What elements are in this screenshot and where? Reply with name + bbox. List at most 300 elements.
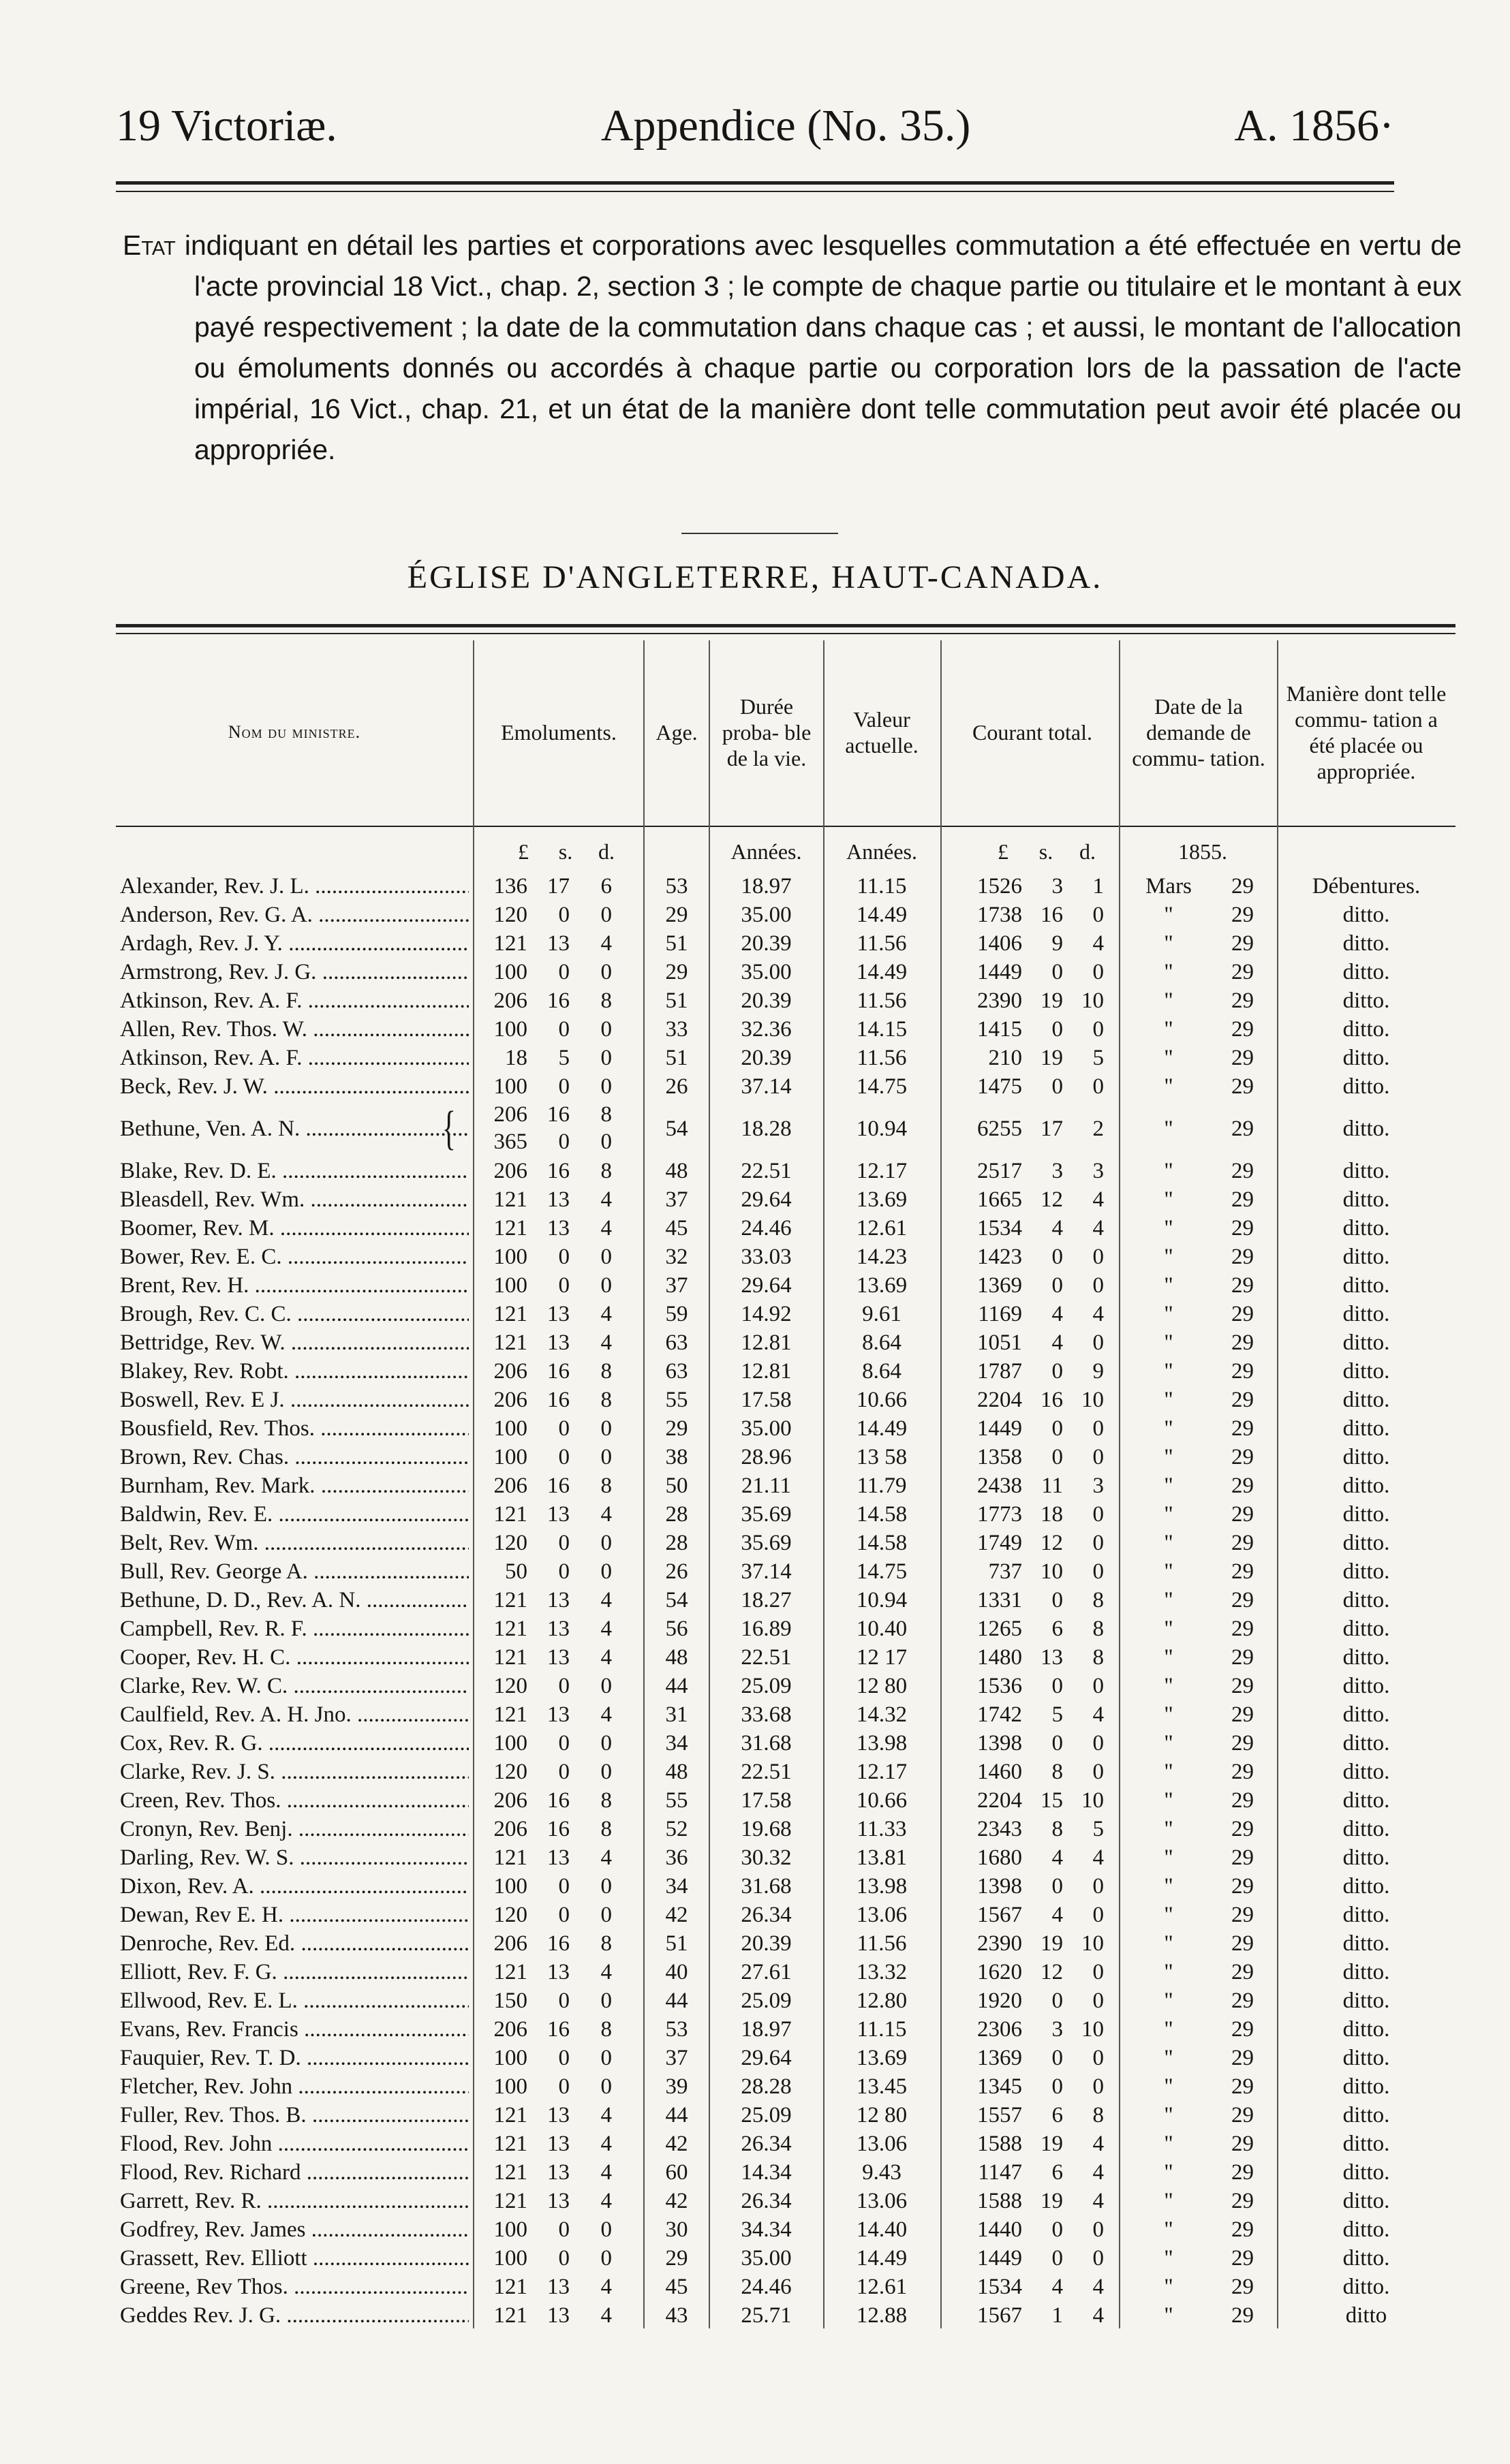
minister-name: Cronyn, Rev. Benj. ..... bbox=[120, 1815, 469, 1843]
courant-total-pence: 0 bbox=[1092, 1989, 1104, 2013]
courant-total-pence: 0 bbox=[1092, 2246, 1104, 2271]
emoluments-pence: 4 bbox=[600, 1645, 612, 1670]
courant-total-pence: 8 bbox=[1092, 1588, 1104, 1612]
emoluments bbox=[477, 2215, 627, 2244]
courant-total-pounds: 1369 bbox=[977, 2046, 1022, 2070]
maniere-appropriee: ditto. bbox=[1342, 1445, 1390, 1469]
emoluments-shillings: 0 bbox=[558, 1245, 570, 1269]
emoluments-pence: 8 bbox=[600, 1817, 612, 1841]
age: 45 bbox=[665, 2275, 688, 2299]
duree-probable: 35.00 bbox=[741, 903, 792, 927]
courant-total-pence: 0 bbox=[1092, 1760, 1104, 1784]
courant-total bbox=[947, 2101, 1118, 2130]
emoluments-shillings: 16 bbox=[547, 1102, 570, 1127]
maniere-appropriee: ditto. bbox=[1342, 2246, 1390, 2271]
courant-total-pounds: 1460 bbox=[977, 1760, 1022, 1784]
courant-total-pence: 0 bbox=[1092, 1245, 1104, 1269]
minister-name: Cooper, Rev. H. C. ..... bbox=[120, 1643, 469, 1672]
courant-total-shillings: 6 bbox=[1051, 1617, 1063, 1641]
duree-probable: 22.51 bbox=[741, 1645, 792, 1670]
emoluments-pounds: 100 bbox=[493, 2246, 527, 2271]
duree-probable: 20.39 bbox=[741, 988, 792, 1013]
date-month: " bbox=[1164, 1845, 1173, 1870]
emoluments bbox=[477, 1929, 627, 1958]
emoluments-shillings: 0 bbox=[558, 960, 570, 984]
emoluments-pence: 4 bbox=[600, 2132, 612, 2156]
emoluments-shillings: 13 bbox=[547, 2103, 570, 2127]
emoluments-shillings: 0 bbox=[558, 1989, 570, 2013]
maniere-appropriee: ditto. bbox=[1342, 1559, 1390, 1584]
table-body bbox=[0, 872, 1510, 2330]
courant-total-pence: 0 bbox=[1092, 1273, 1104, 1298]
header-rule-thick bbox=[116, 181, 1394, 185]
date-month: " bbox=[1164, 1359, 1173, 1384]
duree-probable: 29.64 bbox=[741, 2046, 792, 2070]
date-day: 29 bbox=[1231, 1074, 1254, 1099]
courant-total bbox=[947, 1101, 1118, 1157]
date-demande bbox=[1131, 2187, 1274, 2215]
date-month: " bbox=[1164, 931, 1173, 956]
maniere-appropriee: ditto. bbox=[1342, 2046, 1390, 2070]
maniere-appropriee: ditto. bbox=[1342, 1702, 1390, 1727]
table-row bbox=[0, 1443, 1510, 1471]
table-row bbox=[0, 1157, 1510, 1185]
unit-pence-total: d. bbox=[1079, 839, 1096, 864]
courant-total-pence: 0 bbox=[1092, 903, 1104, 927]
emoluments-shillings: 13 bbox=[547, 1645, 570, 1670]
maniere-appropriee: ditto. bbox=[1342, 1502, 1390, 1527]
courant-total bbox=[947, 1529, 1118, 1557]
age: 48 bbox=[665, 1760, 688, 1784]
age: 59 bbox=[665, 1302, 688, 1326]
date-day: 29 bbox=[1231, 1117, 1254, 1141]
age: 29 bbox=[665, 1416, 688, 1441]
emoluments bbox=[477, 1529, 627, 1557]
date-demande bbox=[1131, 1557, 1274, 1586]
age: 29 bbox=[665, 960, 688, 984]
maniere-appropriee: ditto. bbox=[1342, 1760, 1390, 1784]
intro-first-word: Etat bbox=[123, 230, 176, 261]
table-row bbox=[0, 2072, 1510, 2101]
emoluments-pence: 8 bbox=[600, 1931, 612, 1956]
courant-total-pence: 8 bbox=[1092, 1645, 1104, 1670]
age: 42 bbox=[665, 2132, 688, 2156]
emoluments bbox=[477, 2187, 627, 2215]
emoluments bbox=[477, 1729, 627, 1758]
valeur-actuelle: 10.66 bbox=[856, 1388, 908, 1412]
duree-probable: 28.28 bbox=[741, 2074, 792, 2099]
courant-total-pounds: 1358 bbox=[977, 1445, 1022, 1469]
minister-name: Armstrong, Rev. J. G. ..... bbox=[120, 958, 469, 986]
duree-probable: 25.09 bbox=[741, 1989, 792, 2013]
emoluments-pence: 8 bbox=[600, 1359, 612, 1384]
courant-total-pounds: 2343 bbox=[977, 1817, 1022, 1841]
emoluments-pounds: 121 bbox=[493, 1702, 527, 1727]
date-month: " bbox=[1164, 2303, 1173, 2328]
emoluments-pence: 0 bbox=[600, 1760, 612, 1784]
date-day: 29 bbox=[1231, 988, 1254, 1013]
valeur-actuelle: 11.15 bbox=[857, 874, 907, 899]
duree-probable: 35.00 bbox=[741, 960, 792, 984]
maniere-appropriee: ditto bbox=[1345, 2303, 1387, 2328]
emoluments bbox=[477, 2273, 627, 2301]
courant-total-shillings: 0 bbox=[1051, 1245, 1063, 1269]
date-demande bbox=[1131, 1328, 1274, 1357]
duree-probable: 31.68 bbox=[741, 1874, 792, 1899]
date-month: " bbox=[1164, 988, 1173, 1013]
valeur-actuelle: 13.81 bbox=[856, 1845, 908, 1870]
courant-total bbox=[947, 1615, 1118, 1643]
valeur-actuelle: 13.69 bbox=[856, 1187, 908, 1212]
emoluments bbox=[477, 1615, 627, 1643]
emoluments-pounds: 206 bbox=[493, 2017, 527, 2042]
date-demande bbox=[1131, 1986, 1274, 2015]
emoluments-shillings: 0 bbox=[558, 1731, 570, 1756]
date-demande bbox=[1131, 986, 1274, 1015]
maniere-appropriee: ditto. bbox=[1342, 1416, 1390, 1441]
date-day: 29 bbox=[1231, 1159, 1254, 1183]
emoluments bbox=[477, 1815, 627, 1843]
valeur-actuelle: 11.56 bbox=[857, 931, 907, 956]
date-month: " bbox=[1164, 2217, 1173, 2242]
minister-name: Fauquier, Rev. T. D. ..... bbox=[120, 2044, 469, 2072]
duree-probable: 20.39 bbox=[741, 1046, 792, 1070]
date-month: " bbox=[1164, 1159, 1173, 1183]
maniere-appropriee: ditto. bbox=[1342, 1159, 1390, 1183]
table-row bbox=[0, 1872, 1510, 1901]
courant-total-pence: 0 bbox=[1092, 1330, 1104, 1355]
courant-total bbox=[947, 1901, 1118, 1929]
minister-name: Flood, Rev. Richard ..... bbox=[120, 2158, 469, 2187]
maniere-appropriee: ditto. bbox=[1342, 1473, 1390, 1498]
courant-total-shillings: 3 bbox=[1051, 2017, 1063, 2042]
emoluments bbox=[477, 1214, 627, 1243]
minister-name: Denroche, Rev. Ed. ..... bbox=[120, 1929, 469, 1958]
valeur-actuelle: 13 58 bbox=[856, 1445, 908, 1469]
emoluments-pence: 0 bbox=[600, 2246, 612, 2271]
courant-total-pounds: 1738 bbox=[977, 903, 1022, 927]
courant-total-pounds: 1620 bbox=[977, 1960, 1022, 1984]
date-demande bbox=[1131, 1958, 1274, 1986]
emoluments-shillings: 0 bbox=[558, 903, 570, 927]
valeur-actuelle: 14.23 bbox=[856, 1245, 908, 1269]
courant-total-shillings: 4 bbox=[1051, 2275, 1063, 2299]
minister-name: Creen, Rev. Thos. ..... bbox=[120, 1786, 469, 1815]
courant-total bbox=[947, 1328, 1118, 1357]
courant-total bbox=[947, 1214, 1118, 1243]
emoluments-pounds: 100 bbox=[493, 1245, 527, 1269]
table-row bbox=[0, 1214, 1510, 1243]
emoluments-pounds: 206 bbox=[493, 1817, 527, 1841]
courant-total bbox=[947, 986, 1118, 1015]
emoluments bbox=[477, 1500, 627, 1529]
emoluments-pounds: 100 bbox=[493, 2074, 527, 2099]
age: 51 bbox=[665, 931, 688, 956]
valeur-actuelle: 8.64 bbox=[862, 1330, 902, 1355]
date-demande bbox=[1131, 1357, 1274, 1386]
courant-total bbox=[947, 1929, 1118, 1958]
maniere-appropriee: ditto. bbox=[1342, 2017, 1390, 2042]
date-day: 29 bbox=[1231, 2303, 1254, 2328]
emoluments-shillings: 0 bbox=[558, 1445, 570, 1469]
age: 54 bbox=[665, 1117, 688, 1141]
duree-probable: 31.68 bbox=[741, 1731, 792, 1756]
duree-probable: 26.34 bbox=[741, 2189, 792, 2213]
date-demande bbox=[1131, 901, 1274, 929]
date-month: " bbox=[1164, 1216, 1173, 1241]
minister-name: Evans, Rev. Francis ..... bbox=[120, 2015, 469, 2044]
courant-total bbox=[947, 1758, 1118, 1786]
courant-total-pence: 10 bbox=[1081, 2017, 1104, 2042]
emoluments-shillings: 0 bbox=[558, 1903, 570, 1927]
unit-shilling-total: s. bbox=[1038, 839, 1053, 864]
courant-total bbox=[947, 1386, 1118, 1414]
date-day: 29 bbox=[1231, 1245, 1254, 1269]
short-rule bbox=[681, 533, 838, 534]
courant-total bbox=[947, 1586, 1118, 1615]
emoluments-pounds: 100 bbox=[493, 1874, 527, 1899]
valeur-actuelle: 14.75 bbox=[856, 1559, 908, 1584]
emoluments bbox=[477, 1015, 627, 1044]
date-month: " bbox=[1164, 1989, 1173, 2013]
emoluments-pounds: 206 bbox=[493, 988, 527, 1013]
table-row bbox=[0, 1300, 1510, 1328]
date-month: " bbox=[1164, 1330, 1173, 1355]
emoluments-pounds: 206 bbox=[493, 1473, 527, 1498]
emoluments-pence: 4 bbox=[600, 1187, 612, 1212]
table-row bbox=[0, 1672, 1510, 1700]
table-row bbox=[0, 1929, 1510, 1958]
date-day: 29 bbox=[1231, 1187, 1254, 1212]
date-month: " bbox=[1164, 2046, 1173, 2070]
courant-total-pence: 8 bbox=[1092, 1617, 1104, 1641]
duree-probable: 17.58 bbox=[741, 1388, 792, 1412]
minister-name: Boswell, Rev. E J. ..... bbox=[120, 1386, 469, 1414]
emoluments-pounds: 121 bbox=[493, 1330, 527, 1355]
date-day: 29 bbox=[1231, 1845, 1254, 1870]
courant-total-shillings: 1 bbox=[1051, 2303, 1063, 2328]
courant-total-pounds: 1536 bbox=[977, 1674, 1022, 1698]
courant-total-shillings: 0 bbox=[1051, 1416, 1063, 1441]
courant-total-pence: 0 bbox=[1092, 1674, 1104, 1698]
duree-probable: 35.69 bbox=[741, 1531, 792, 1555]
table-rule-top-thin bbox=[116, 633, 1455, 634]
valeur-actuelle: 13.98 bbox=[856, 1731, 908, 1756]
minister-name: Brent, Rev. H. ..... bbox=[120, 1271, 469, 1300]
emoluments-shillings: 16 bbox=[547, 1473, 570, 1498]
courant-total-shillings: 12 bbox=[1041, 1187, 1063, 1212]
emoluments bbox=[477, 1101, 627, 1157]
courant-total-pounds: 1680 bbox=[977, 1845, 1022, 1870]
minister-name: Darling, Rev. W. S. ..... bbox=[120, 1843, 469, 1872]
date-month: " bbox=[1164, 2074, 1173, 2099]
courant-total bbox=[947, 1185, 1118, 1214]
date-demande bbox=[1131, 1243, 1274, 1271]
date-month: " bbox=[1164, 1473, 1173, 1498]
unit-annees-valeur: Années. bbox=[846, 839, 917, 864]
table-row bbox=[0, 1958, 1510, 1986]
date-month: " bbox=[1164, 2189, 1173, 2213]
courant-total-pence: 4 bbox=[1092, 2275, 1104, 2299]
emoluments-shillings: 13 bbox=[547, 2132, 570, 2156]
courant-total-pence: 0 bbox=[1092, 1874, 1104, 1899]
date-day: 29 bbox=[1231, 1445, 1254, 1469]
age: 26 bbox=[665, 1074, 688, 1099]
col-header-duree: Durée proba- ble de la vie. bbox=[722, 694, 812, 770]
date-month: " bbox=[1164, 1588, 1173, 1612]
emoluments-shillings: 0 bbox=[558, 2046, 570, 2070]
courant-total bbox=[947, 1843, 1118, 1872]
date-day: 29 bbox=[1231, 903, 1254, 927]
courant-total-shillings: 19 bbox=[1041, 2132, 1063, 2156]
emoluments-shillings: 0 bbox=[558, 1531, 570, 1555]
table-row bbox=[0, 1471, 1510, 1500]
emoluments bbox=[477, 872, 627, 901]
maniere-appropriee: ditto. bbox=[1342, 1330, 1390, 1355]
courant-total-pence: 2 bbox=[1092, 1117, 1104, 1141]
date-demande bbox=[1131, 1185, 1274, 1214]
table-row bbox=[0, 1185, 1510, 1214]
emoluments-pence: 4 bbox=[600, 1502, 612, 1527]
maniere-appropriee: ditto. bbox=[1342, 1817, 1390, 1841]
emoluments-shillings: 5 bbox=[558, 1046, 570, 1070]
maniere-appropriee: ditto. bbox=[1342, 1531, 1390, 1555]
emoluments-pence: 0 bbox=[600, 1017, 612, 1042]
date-demande bbox=[1131, 1271, 1274, 1300]
courant-total-pence: 0 bbox=[1092, 1903, 1104, 1927]
date-demande bbox=[1131, 1615, 1274, 1643]
table-row bbox=[0, 1986, 1510, 2015]
minister-name: Ardagh, Rev. J. Y. ..... bbox=[120, 929, 469, 958]
age: 54 bbox=[665, 1588, 688, 1612]
emoluments-pounds: 121 bbox=[493, 1960, 527, 1984]
date-demande bbox=[1131, 2158, 1274, 2187]
valeur-actuelle: 13.69 bbox=[856, 2046, 908, 2070]
date-day: 29 bbox=[1231, 1531, 1254, 1555]
date-month: " bbox=[1164, 1416, 1173, 1441]
unit-annees-duree: Années. bbox=[730, 839, 802, 864]
table-row bbox=[0, 1529, 1510, 1557]
emoluments-line bbox=[477, 1128, 612, 1155]
valeur-actuelle: 14.15 bbox=[856, 1017, 908, 1042]
duree-probable: 26.34 bbox=[741, 2132, 792, 2156]
courant-total bbox=[947, 958, 1118, 986]
duree-probable: 18.28 bbox=[741, 1117, 792, 1141]
emoluments-shillings: 16 bbox=[547, 1817, 570, 1841]
emoluments-shillings: 13 bbox=[547, 1845, 570, 1870]
emoluments-pounds: 120 bbox=[493, 903, 527, 927]
minister-name: Baldwin, Rev. E. ..... bbox=[120, 1500, 469, 1529]
duree-probable: 35.69 bbox=[741, 1502, 792, 1527]
courant-total bbox=[947, 2187, 1118, 2215]
courant-total-shillings: 3 bbox=[1051, 874, 1063, 899]
emoluments-shillings: 0 bbox=[558, 1273, 570, 1298]
minister-name: Elliott, Rev. F. G. ..... bbox=[120, 1958, 469, 1986]
date-day: 29 bbox=[1231, 1931, 1254, 1956]
valeur-actuelle: 9.43 bbox=[862, 2160, 902, 2185]
minister-name: Bettridge, Rev. W. ..... bbox=[120, 1328, 469, 1357]
courant-total-pounds: 1749 bbox=[977, 1531, 1022, 1555]
courant-total-pence: 1 bbox=[1092, 874, 1104, 899]
date-day: 29 bbox=[1231, 1731, 1254, 1756]
minister-name: Boomer, Rev. M. ..... bbox=[120, 1214, 469, 1243]
date-month: " bbox=[1164, 1903, 1173, 1927]
age: 29 bbox=[665, 903, 688, 927]
date-month: " bbox=[1164, 2275, 1173, 2299]
courant-total bbox=[947, 1815, 1118, 1843]
table-row bbox=[0, 1271, 1510, 1300]
valeur-actuelle: 11.56 bbox=[857, 988, 907, 1013]
valeur-actuelle: 12.61 bbox=[856, 1216, 908, 1241]
age: 42 bbox=[665, 2189, 688, 2213]
courant-total-pence: 5 bbox=[1092, 1817, 1104, 1841]
age: 30 bbox=[665, 2217, 688, 2242]
emoluments-pounds: 18 bbox=[505, 1046, 527, 1070]
duree-probable: 20.39 bbox=[741, 931, 792, 956]
emoluments bbox=[477, 1586, 627, 1615]
duree-probable: 20.39 bbox=[741, 1931, 792, 1956]
courant-total-pounds: 6255 bbox=[977, 1117, 1022, 1141]
date-demande bbox=[1131, 1101, 1274, 1157]
emoluments bbox=[477, 1357, 627, 1386]
emoluments-shillings: 16 bbox=[547, 1359, 570, 1384]
maniere-appropriee: ditto. bbox=[1342, 2103, 1390, 2127]
courant-total-shillings: 13 bbox=[1041, 1645, 1063, 1670]
valeur-actuelle: 8.64 bbox=[862, 1359, 902, 1384]
courant-total-pounds: 1665 bbox=[977, 1187, 1022, 1212]
age: 33 bbox=[665, 1017, 688, 1042]
emoluments bbox=[477, 1643, 627, 1672]
age: 32 bbox=[665, 1245, 688, 1269]
date-month: " bbox=[1164, 1017, 1173, 1042]
date-month: " bbox=[1164, 1502, 1173, 1527]
courant-total-pence: 0 bbox=[1092, 1731, 1104, 1756]
courant-total-shillings: 0 bbox=[1051, 1989, 1063, 2013]
emoluments-shillings: 0 bbox=[558, 1416, 570, 1441]
emoluments bbox=[477, 1271, 627, 1300]
emoluments-pounds: 121 bbox=[493, 1187, 527, 1212]
date-demande bbox=[1131, 1443, 1274, 1471]
courant-total bbox=[947, 1872, 1118, 1901]
courant-total-pounds: 1449 bbox=[977, 960, 1022, 984]
duree-probable: 18.97 bbox=[741, 874, 792, 899]
emoluments-shillings: 0 bbox=[558, 1760, 570, 1784]
duree-probable: 22.51 bbox=[741, 1159, 792, 1183]
emoluments-pence: 4 bbox=[600, 2103, 612, 2127]
courant-total-pence: 0 bbox=[1092, 1017, 1104, 1042]
courant-total-shillings: 11 bbox=[1041, 1473, 1063, 1498]
emoluments-pence: 6 bbox=[600, 874, 612, 899]
date-demande bbox=[1131, 1414, 1274, 1443]
emoluments-pence: 0 bbox=[600, 1416, 612, 1441]
table-row bbox=[0, 2101, 1510, 2130]
date-demande bbox=[1131, 1529, 1274, 1557]
emoluments-pounds: 121 bbox=[493, 931, 527, 956]
date-month: " bbox=[1164, 1645, 1173, 1670]
emoluments bbox=[477, 1901, 627, 1929]
emoluments-pounds: 206 bbox=[493, 1931, 527, 1956]
emoluments bbox=[477, 2301, 627, 2330]
emoluments-pounds: 100 bbox=[493, 2046, 527, 2070]
valeur-actuelle: 14.58 bbox=[856, 1531, 908, 1555]
courant-total-shillings: 8 bbox=[1051, 1760, 1063, 1784]
courant-total-pounds: 2204 bbox=[977, 1788, 1022, 1813]
courant-total-pounds: 1534 bbox=[977, 1216, 1022, 1241]
courant-total bbox=[947, 1072, 1118, 1101]
courant-total-pence: 10 bbox=[1081, 1388, 1104, 1412]
courant-total bbox=[947, 1643, 1118, 1672]
courant-total-pounds: 2438 bbox=[977, 1473, 1022, 1498]
